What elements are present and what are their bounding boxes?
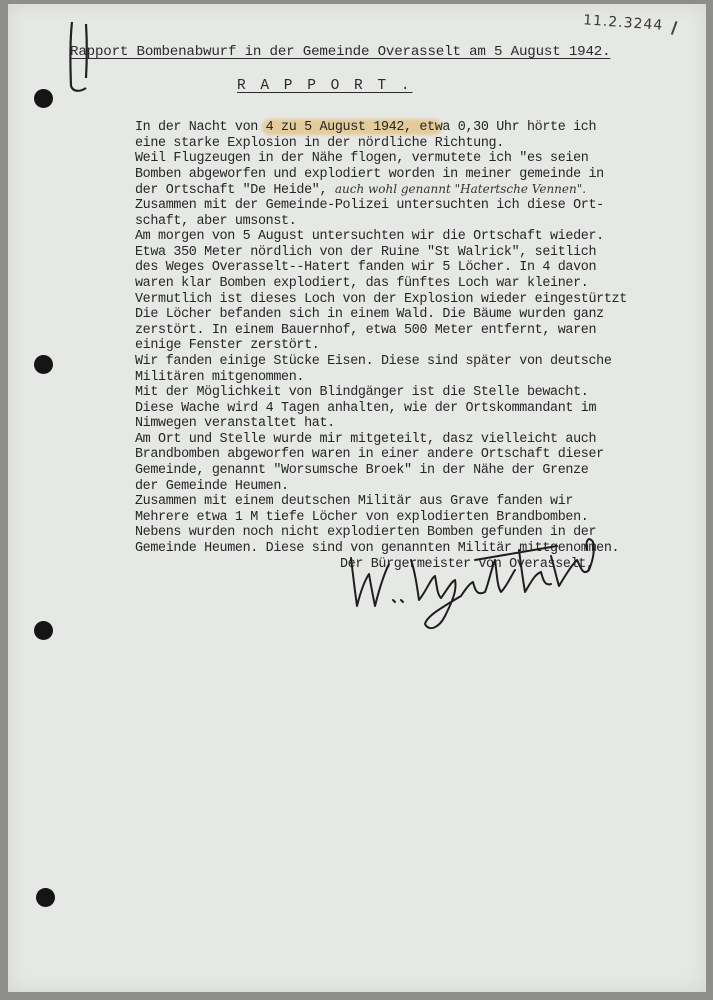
report-line: Am Ort und Stelle wurde mir mitgeteilt, dasz vielleicht auch (135, 431, 597, 447)
punch-hole (34, 89, 53, 108)
report-line: waren klar Bomben explodiert, das fünftes Loch war kleiner. (135, 275, 589, 291)
report-line: zerstört. In einem Bauernhof, etwa 500 Meter entfernt, waren (135, 322, 597, 338)
document-heading: Rapport Bombenabwurf in der Gemeinde Overasselt am 5 August 1942. (70, 44, 611, 60)
report-line: Militären mitgenommen. (135, 369, 305, 385)
report-line (135, 182, 705, 198)
handwritten-addition: auch wohl genannt "Hatertsche Vennen". (334, 182, 587, 197)
report-line: schaft, aber umsonst. (135, 213, 297, 229)
archive-number: 11.2.3244 (582, 12, 664, 34)
report-line: Vermutlich ist dieses Loch von der Explosion wieder eingestürtzt (135, 291, 627, 307)
report-line: Etwa 350 Meter nördlich von der Ruine "St Walrick", seitlich (135, 244, 597, 260)
report-line-text: der Ortschaft "De Heide", (135, 183, 328, 199)
report-line: Nimwegen veranstaltet hat. (135, 416, 335, 432)
report-line: Am morgen von 5 August untersuchten wir die Ortschaft wieder. (135, 229, 604, 245)
report-line: Brandbomben abgeworfen waren in einer andere Ortschaft dieser (135, 447, 604, 463)
report-line: Nebens wurden noch nicht explodierten Bomben gefunden in der (135, 525, 597, 541)
report-body (135, 120, 705, 572)
document-title: R A P P O R T . (237, 78, 413, 94)
punch-hole (34, 621, 53, 640)
report-line: des Weges Overasselt--Hatert fanden wir 5 Löcher. In 4 davon (135, 260, 597, 276)
punch-hole (34, 355, 53, 374)
report-line: Mit der Möglichkeit von Blindgänger ist die Stelle bewacht. (135, 385, 589, 401)
report-line: Zusammen mit der Gemeinde-Polizei untersuchten ich diese Ort- (135, 197, 604, 213)
report-line: Mehrere etwa 1 M tiefe Löcher von explodierten Brandbomben. (135, 509, 589, 525)
report-line: Wir fanden einige Stücke Eisen. Diese sind später von deutsche (135, 353, 612, 369)
report-line: Die Löcher befanden sich in einem Wald. Die Bäume wurden ganz (135, 307, 604, 323)
report-line: eine starke Explosion in der nördliche Richtung. (135, 135, 504, 151)
report-line: Diese Wache wird 4 Tagen anhalten, wie der Ortskommandant im (135, 400, 597, 416)
report-line: Zusammen mit einem deutschen Militär aus Grave fanden wir (135, 494, 574, 510)
report-line: der Gemeinde Heumen. (135, 478, 289, 494)
handwritten-signature (345, 520, 605, 635)
closing-line: Der Bürgermeister von Overasselt, (340, 556, 594, 572)
report-line: Weil Flugzeugen in der Nähe flogen, vermutete ich "es seien (135, 151, 589, 167)
report-line: einige Fenster zerstört. (135, 338, 320, 354)
report-line: Gemeinde, genannt "Worsumsche Broek" in der Nähe der Grenze (135, 463, 589, 479)
report-line: Bomben abgeworfen und explodiert worden in meiner gemeinde in (135, 166, 604, 182)
report-line: In der Nacht von 4 zu 5 August 1942, etwa 0,30 Uhr hörte ich (135, 120, 597, 135)
punch-hole (36, 888, 55, 907)
report-line: Gemeinde Heumen. Diese sind von genannten Militär mittgenommen. (135, 541, 620, 557)
